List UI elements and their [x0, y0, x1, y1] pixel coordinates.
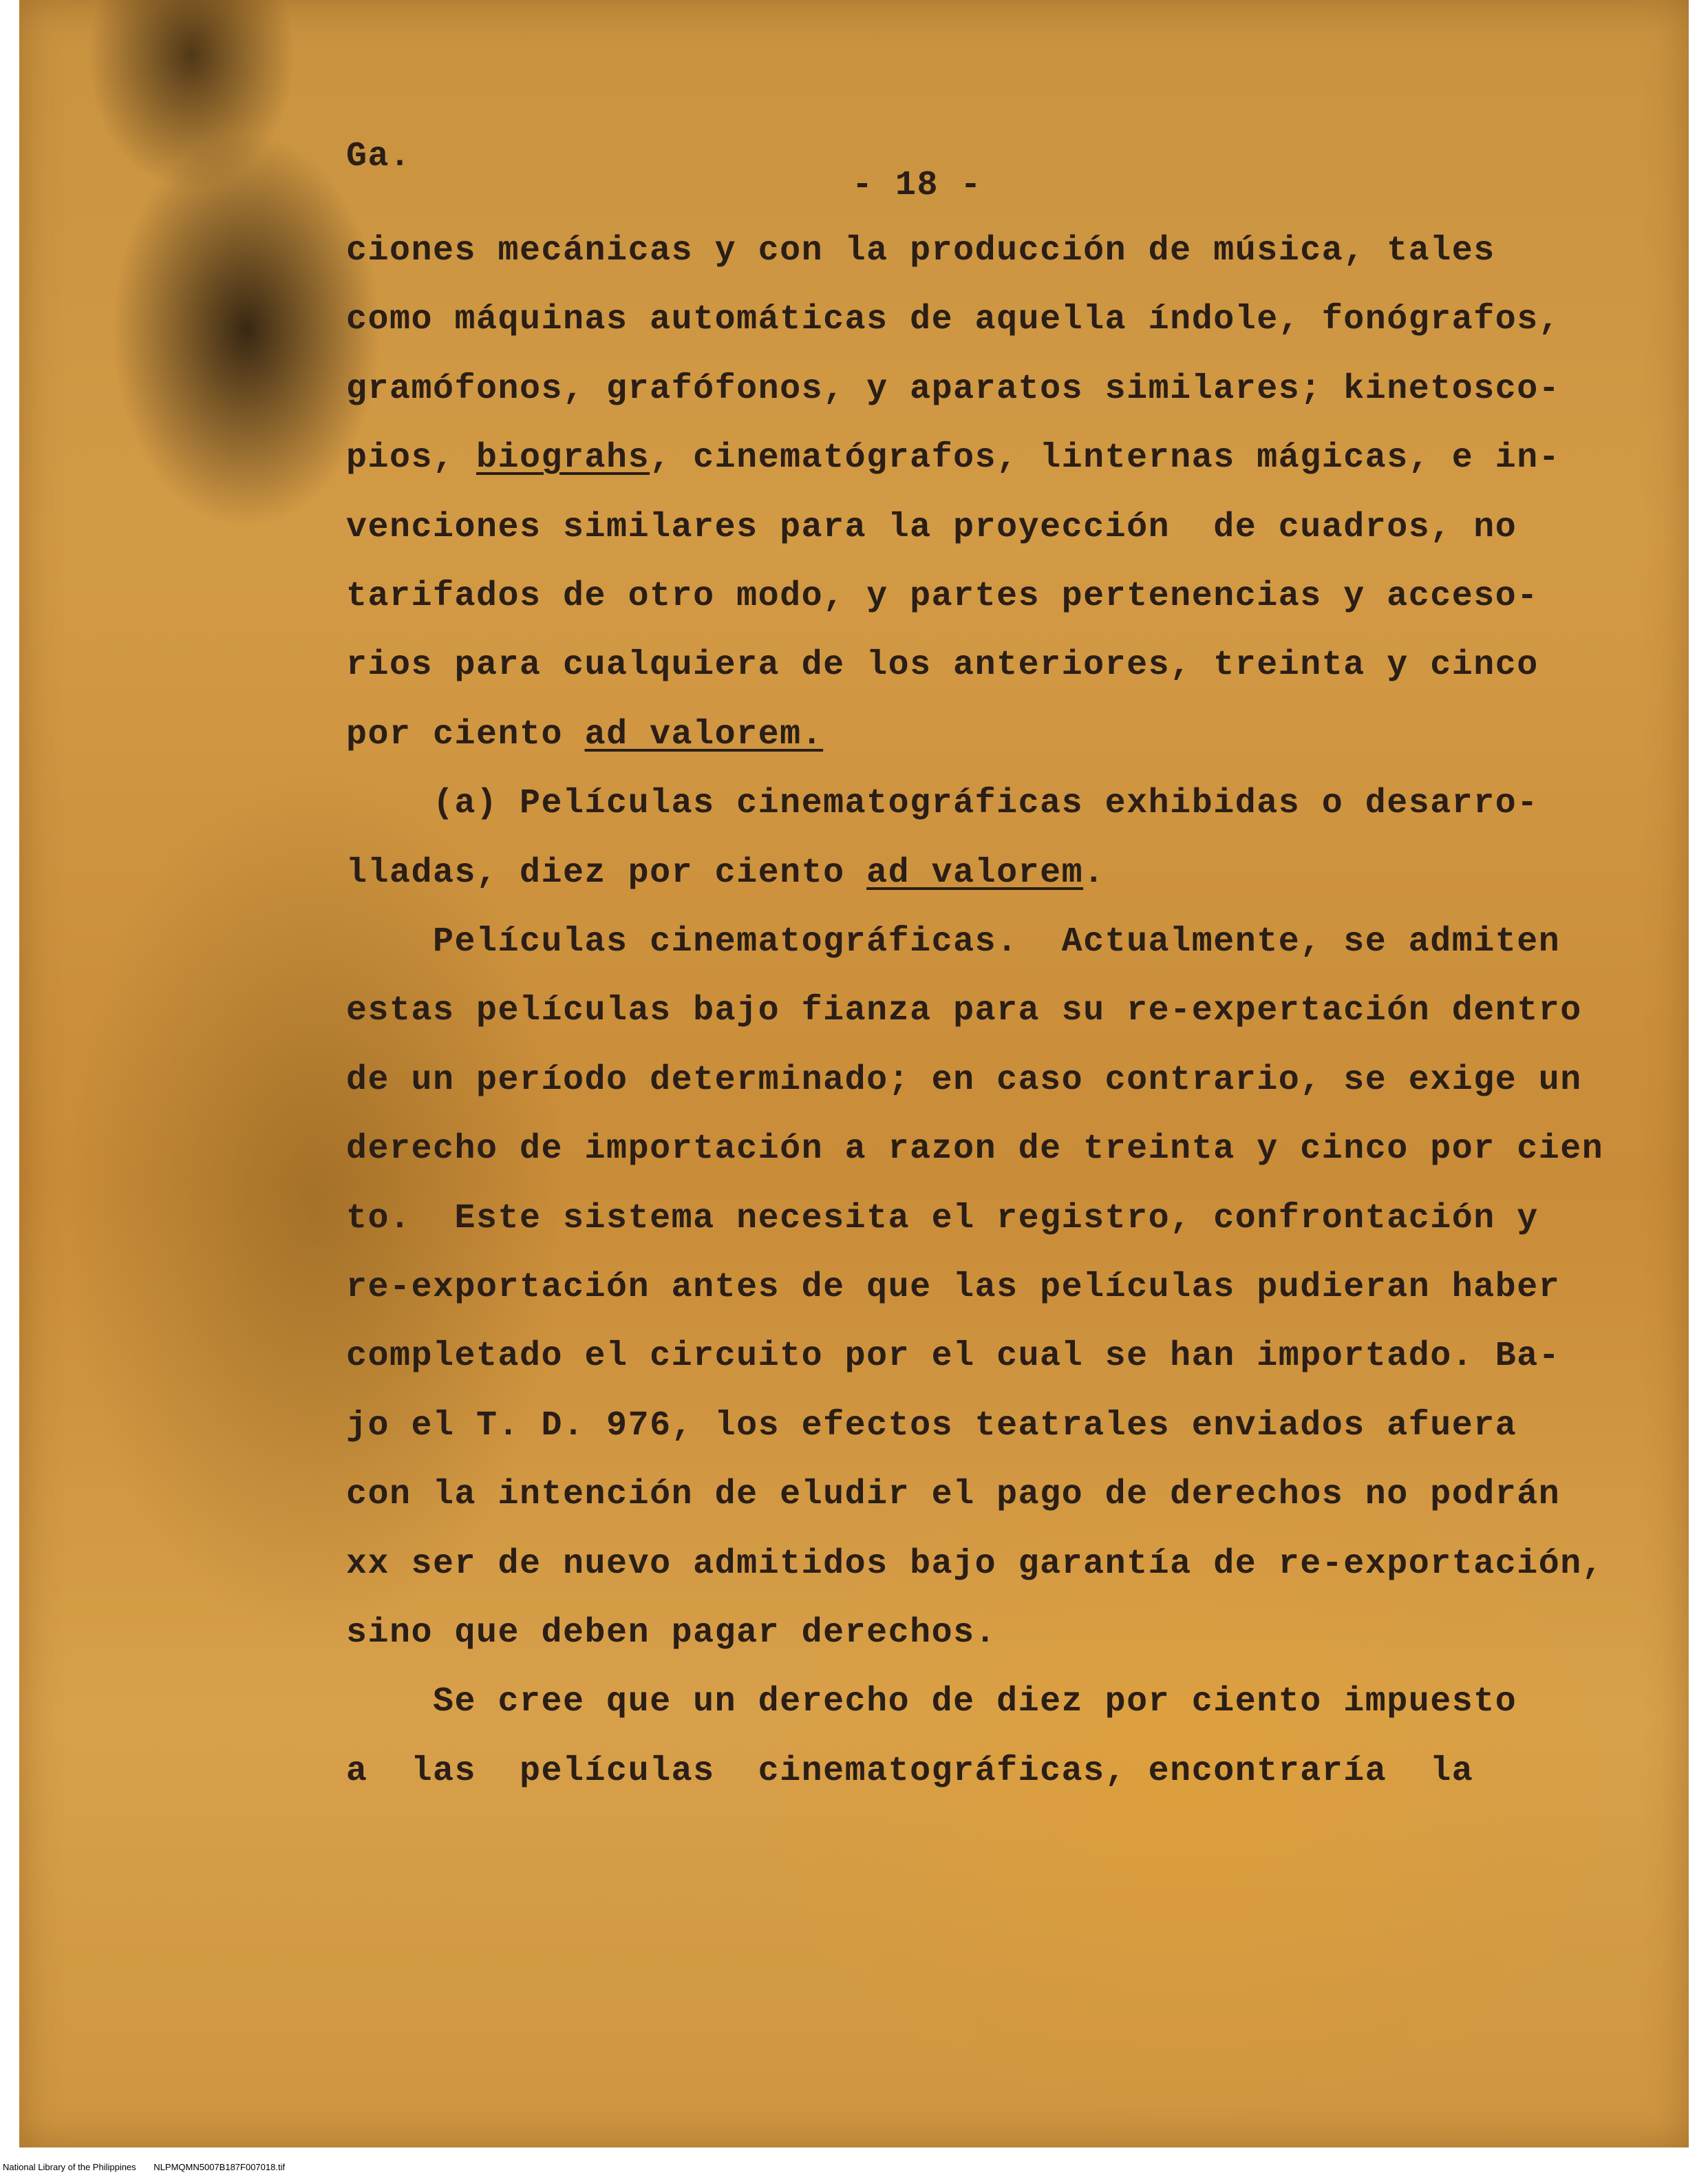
- text-segment: derecho de importación a razon de treinta y cinco por cien: [346, 1129, 1604, 1169]
- text-line: [346, 1405, 1517, 1447]
- text-segment: gramófonos, grafófonos, y aparatos similares; kinetosco-: [346, 369, 1561, 409]
- text-segment: Películas cinematográficas. Actualmente, se admiten: [346, 922, 1561, 962]
- text-segment: pios,: [346, 438, 477, 478]
- text-segment: , cinematógrafos, linternas mágicas, e in-: [650, 438, 1561, 478]
- text-segment: de un período determinado; en caso contrario, se exige un: [346, 1060, 1582, 1100]
- text-line: [346, 1474, 1560, 1516]
- text-segment: completado el circuito por el cual se han importado. Ba-: [346, 1337, 1561, 1377]
- text-segment: rios para cualquiera de los anteriores, treinta y cinco: [346, 646, 1539, 686]
- text-line: [346, 507, 1517, 549]
- text-segment: .: [1083, 853, 1105, 893]
- text-segment: tarifados de otro modo, y partes pertenencias y acceso-: [346, 577, 1539, 616]
- text-line: [346, 231, 1495, 272]
- footer-institution: National Library of the Philippines: [3, 2162, 136, 2172]
- text-segment: venciones similares para la proyección de cuadros, no: [346, 507, 1517, 547]
- text-segment: por ciento: [346, 714, 585, 754]
- text-segment: lladas, diez por ciento: [346, 853, 867, 893]
- text-segment: sino que deben pagar derechos.: [346, 1613, 997, 1653]
- text-line: [346, 1751, 1473, 1792]
- document-page: [19, 0, 1689, 2147]
- text-segment: estas películas bajo fianza para su re-expertación dentro: [346, 991, 1582, 1031]
- text-line: [346, 1198, 1539, 1240]
- text-segment: xx ser de nuevo admitidos bajo garantía de re-exportación,: [346, 1544, 1604, 1584]
- text-segment: to. Este sistema necesita el registro, confrontación y: [346, 1198, 1539, 1238]
- underlined-term: ad valorem.: [584, 714, 824, 754]
- text-line: [346, 369, 1560, 410]
- text-line: [346, 1613, 996, 1654]
- text-line: [346, 1129, 1603, 1170]
- text-line: [346, 1060, 1582, 1101]
- text-segment: jo el T. D. 976, los efectos teatrales enviados afuera: [346, 1405, 1517, 1445]
- footer-filename: NLPMQMN5007B187F007018.tif: [153, 2162, 286, 2172]
- text-segment: a las películas cinematográficas, encontraría la: [346, 1751, 1474, 1791]
- text-segment: ciones mecánicas y con la producción de música, tales: [346, 231, 1495, 270]
- underlined-term: ad valorem: [866, 853, 1084, 893]
- text-line: [346, 922, 1560, 963]
- text-line: [346, 645, 1539, 686]
- footer: [0, 2160, 1708, 2175]
- page-number: - 18 -: [852, 166, 983, 205]
- underlined-term: biograhs: [476, 438, 650, 478]
- text-line: [346, 576, 1539, 617]
- text-line: [346, 1336, 1560, 1377]
- header-code: Ga.: [346, 137, 412, 176]
- text-segment: Se cree que un derecho de diez por ciento impuesto: [346, 1682, 1517, 1722]
- text-segment: (a) Películas cinematográficas exhibidas o desarro-: [346, 784, 1539, 824]
- text-line: [346, 1267, 1560, 1308]
- text-line: [346, 1681, 1517, 1723]
- text-line: [346, 853, 1105, 894]
- text-line: [346, 299, 1560, 341]
- text-segment: con la intención de eludir el pago de derechos no podrán: [346, 1475, 1561, 1515]
- text-line: [346, 783, 1539, 825]
- text-line: [346, 1544, 1603, 1585]
- text-line: [346, 438, 1560, 479]
- text-line: [346, 990, 1582, 1032]
- text-segment: re-exportación antes de que las películas pudieran haber: [346, 1268, 1561, 1307]
- text-line: [346, 714, 823, 756]
- text-segment: como máquinas automáticas de aquella índole, fonógrafos,: [346, 300, 1561, 340]
